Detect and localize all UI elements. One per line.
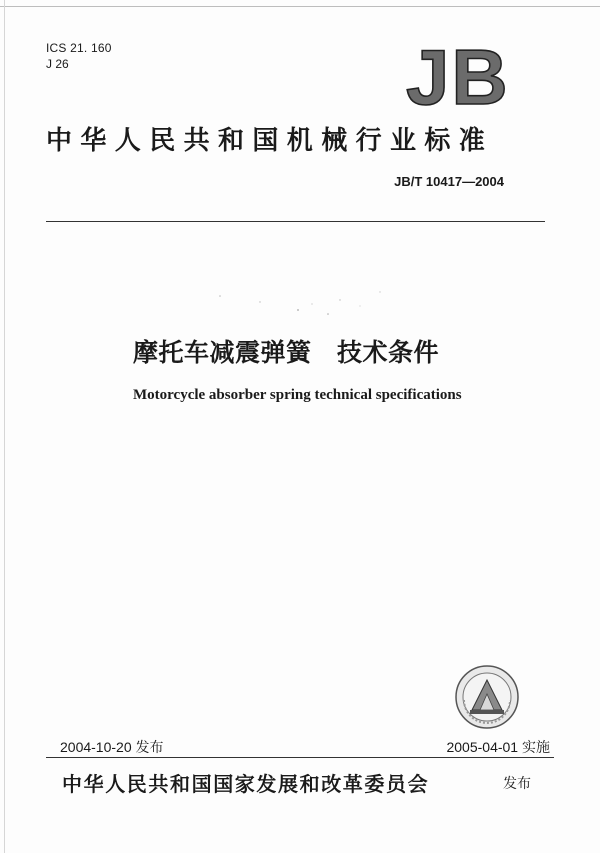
scan-edge-left	[4, 0, 5, 853]
issue-date: 2004-10-20 发布	[60, 739, 164, 755]
scan-specks	[200, 280, 400, 330]
header-divider	[46, 221, 545, 222]
standard-number: JB/T 10417—2004	[394, 174, 504, 189]
ics-code: ICS 21. 160	[46, 41, 112, 55]
issuing-authority-suffix: 发布	[503, 776, 531, 792]
jb-logo-text: JB	[406, 40, 510, 110]
issuing-authority: 中华人民共和国国家发展和改革委员会	[62, 772, 430, 796]
document-title-chinese: 摩托车减震弹簧 技术条件	[133, 338, 440, 367]
ccs-code: J 26	[46, 57, 69, 71]
document-title-english: Motorcycle absorber spring technical specifications	[133, 387, 462, 403]
jb-logo	[402, 40, 514, 110]
footer-divider	[46, 757, 554, 758]
scan-edge-top	[0, 6, 600, 7]
implementation-date: 2005-04-01 实施	[446, 739, 550, 755]
publisher-seal-icon	[454, 664, 520, 730]
industry-standard-title: 中华人民共和国机械行业标准	[46, 126, 494, 156]
